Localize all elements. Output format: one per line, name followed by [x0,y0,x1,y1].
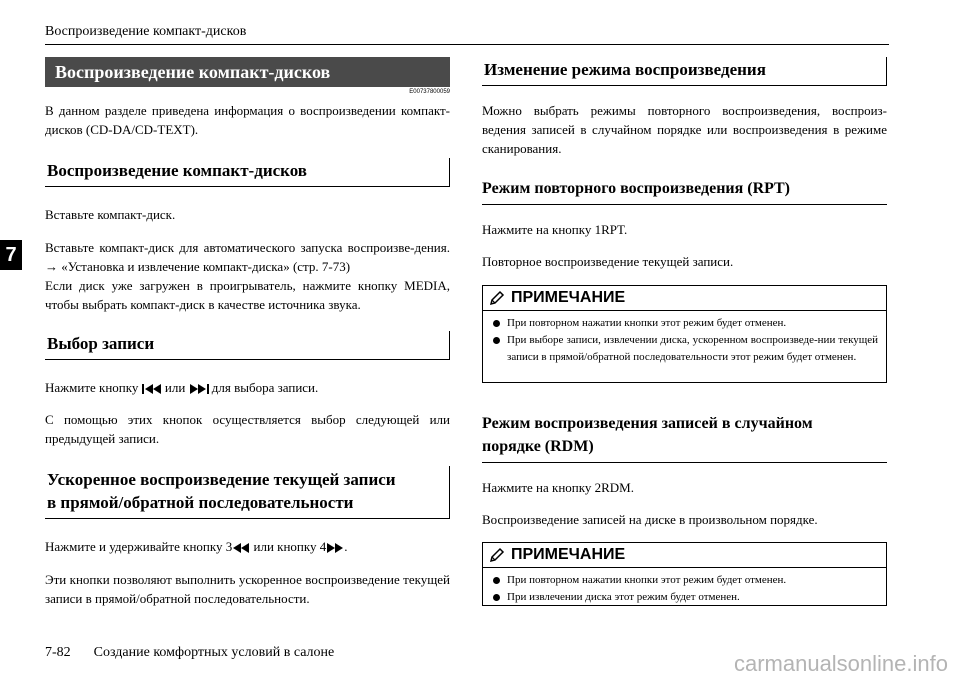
rdm-heading: Режим воспроизведения записей в случайном порядке (RDM) [482,412,887,463]
previous-track-icon [142,380,162,399]
list-item: При извлечении диска этот режим будет отменен. [491,589,878,606]
play-p3: Если диск уже загружен в проигрыватель, нажмите кнопку MEDIA, чтобы выбрать компакт-диск в качестве источника звука. [45,278,450,312]
note-pencil-icon [489,547,505,571]
fast-forward-icon [326,539,344,558]
fast-p1: Нажмите и удерживайте кнопку 3 или кнопку 4 . [45,537,450,558]
note-pencil-icon [489,290,505,314]
rpt-p2: Повторное воспроизведение текущей записи. [482,254,734,269]
rpt-heading: Режим повторного воспроизведения (RPT) [482,178,887,205]
rpt-p1: Нажмите на кнопку 1RPT. [482,222,628,237]
main-heading-left: Воспроизведение компакт-дисков [45,57,450,87]
rpt-note-heading: ПРИМЕЧАНИЕ [483,286,886,311]
main-heading-right: Изменение режима воспроизведения [482,57,887,86]
section-heading-fast: Ускоренное воспроизведение текущей записи в прямой/обратной последовательности [45,466,450,519]
rdm-note-heading: ПРИМЕЧАНИЕ [483,543,886,568]
page-footer [45,645,334,661]
watermark: carmanualsonline.info [733,651,948,676]
running-head: Воспроизведение компакт-дисков [45,24,247,39]
doc-code: E00737800059 [409,89,450,95]
rewind-icon [232,539,250,558]
page-number: 7-82 [45,645,71,660]
rdm-note-box [482,542,887,606]
select-p1: Нажмите кнопку или для выбора записи. [45,378,450,399]
rdm-note-list [483,568,886,610]
intro-paragraph: В данном разделе приведена информация о воспроизведении компакт-дисков (CD-DA/CD-TEXT). [45,103,450,137]
chapter-title: Создание комфортных условий в салоне [93,645,335,660]
rpt-note-box [482,285,887,383]
rdm-p2: Воспроизведение записей на диске в произвольном порядке. [482,512,818,527]
section-heading-play: Воспроизведение компакт-дисков [45,158,450,187]
list-item: При повторном нажатии кнопки этот режим будет отменен. [491,572,878,589]
rpt-note-list [483,311,886,370]
mode-intro: Можно выбрать режимы повторного воспроизведения, воспроиз-ведения записей в случайном порядке или воспроизведения в режиме сканирования. [482,103,887,156]
header-rule [45,44,889,45]
list-item: При выборе записи, извлечении диска, ускоренном воспроизведе-нии текущей записи в прямой/обратной последовательности этот режим будет отменен. [491,332,878,366]
next-track-icon [189,380,209,399]
select-p2: С помощью этих кнопок осуществляется выбор следующей или предыдущей записи. [45,412,450,446]
play-p2: Вставьте компакт-диск для автоматического запуска воспроизве-дения. → «Установка и извлечение компакт-диска» (стр. 7-73) [45,240,450,274]
chapter-tab: 7 [0,240,22,270]
section-heading-select: Выбор записи [45,331,450,360]
play-p1: Вставьте компакт-диск. [45,207,176,222]
fast-p2: Эти кнопки позволяют выполнить ускоренное воспроизведение текущей записи в прямой/обратной последовательности. [45,572,450,606]
rdm-p1: Нажмите на кнопку 2RDM. [482,480,634,495]
list-item: При повторном нажатии кнопки этот режим будет отменен. [491,315,878,332]
